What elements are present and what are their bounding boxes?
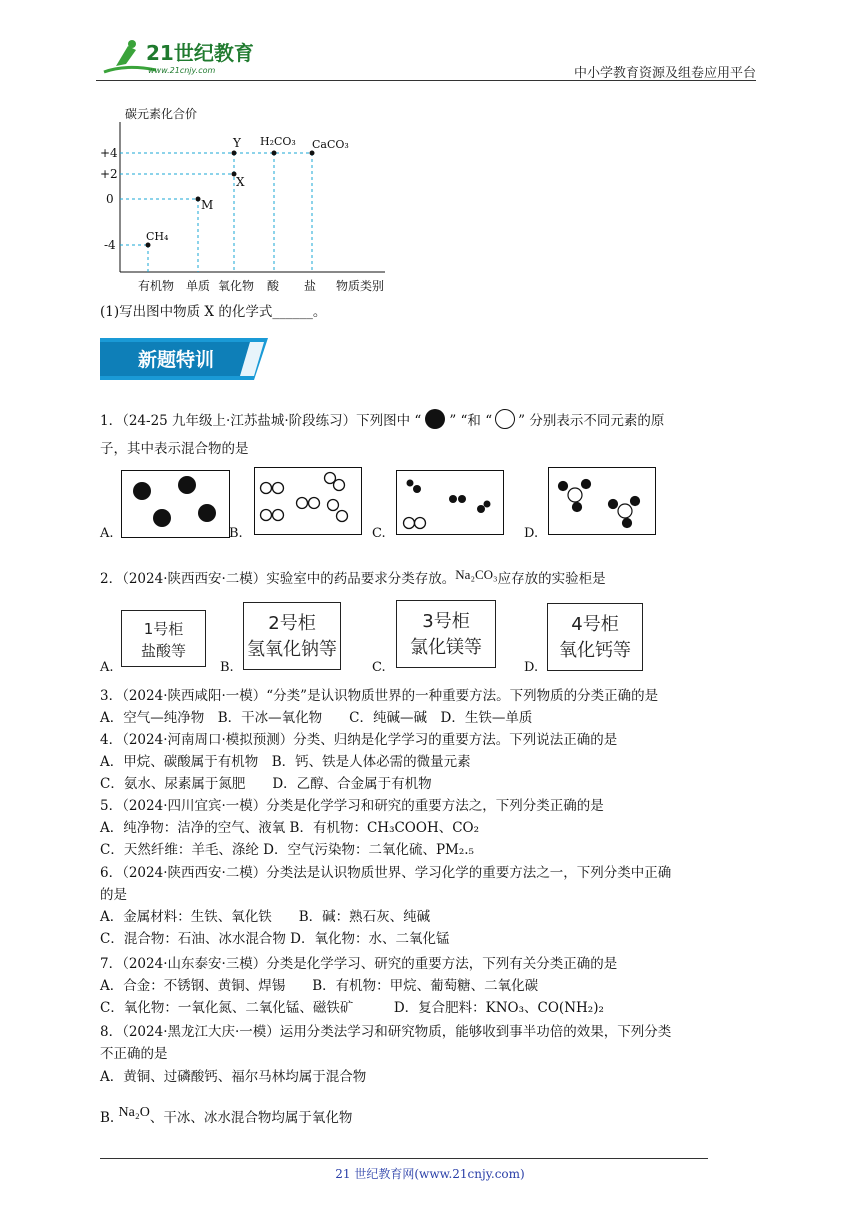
section-banner	[100, 338, 268, 380]
q8b-formula: Na₂O	[118, 1105, 150, 1120]
xcat-acid: 酸	[267, 279, 280, 293]
q7-stem: 7．（2024·山东泰安·三模）分类是化学学习、研究的重要方法，下列有关分类正确的是	[100, 956, 618, 972]
q2-formula: Na₂CO₃	[455, 567, 498, 582]
q1-option-b-box	[254, 467, 362, 535]
header-divider	[96, 80, 756, 81]
label-ch4: CH₄	[146, 230, 169, 243]
q2-option-a-label: A.	[100, 660, 114, 675]
footer-divider	[100, 1158, 708, 1159]
q2-option-d-label: D.	[524, 660, 539, 675]
q4-stem: 4．（2024·河南周口·模拟预测）分类、归纳是化学学习的重要方法。下列说法正确的是	[100, 732, 618, 748]
q1-stem-line1: 1．（24-25 九年级上·江苏盐城·阶段练习）下列图中 “ ” “和 “ ” 分别表示不同元素的原	[100, 409, 664, 430]
q7-options-cd: C．氧化物：一氧化氮、二氧化锰、磁铁矿 D．复合肥料：KNO₃、CO(NH₂)₂	[100, 1000, 604, 1016]
cabinet-1: 1号柜 盐酸等	[121, 610, 206, 667]
footer-text: 21 世纪教育网(www.21cnjy.com)	[335, 1167, 525, 1181]
q3-stem: 3．（2024·陕西咸阳·一模）“分类”是认识物质世界的一种重要方法。下列物质的分类正确的是	[100, 688, 659, 704]
ytick-plus2: +2	[100, 167, 118, 181]
q4-options-cd: C．氨水、尿素属于氮肥 D．乙醇、合金属于有机物	[100, 776, 432, 792]
q8-option-a: A．黄铜、过磷酸钙、福尔马林均属于混合物	[100, 1069, 367, 1085]
banner-text: 新题特训	[138, 349, 215, 371]
point-m	[196, 197, 201, 202]
q4-options-ab: A．甲烷、碳酸属于有机物 B．钙、铁是人体必需的微量元素	[100, 754, 471, 770]
q1-option-c-label: C.	[372, 526, 386, 541]
q1-option-d-box	[548, 467, 656, 535]
q6-stem-line1: 6．（2024·陕西西安·二模）分类法是认识物质世界、学习化学的重要方法之一，下列分类中正确	[100, 865, 672, 881]
point-y	[232, 151, 237, 156]
q6-options-cd: C．混合物：石油、冰水混合物 D．氧化物：水、二氧化锰	[100, 931, 450, 947]
q3-options: A．空气—纯净物 B．干冰—氧化物 C．纯碱—碱 D．生铁—单质	[100, 710, 533, 726]
point-h2co3	[272, 151, 277, 156]
xcat-oxide: 氧化物	[218, 279, 255, 293]
q5-options-ab: A．纯净物：洁净的空气、液氧 B．有机物：CH₃COOH、CO₂	[100, 820, 480, 836]
q5-stem: 5．（2024·四川宜宾·一模）分类是化学学习和研究的重要方法之，下列分类正确的是	[100, 798, 604, 814]
q2-stem: 2．（2024·陕西西安·二模）实验室中的药品要求分类存放。Na₂CO₃应存放的实验柜是	[100, 567, 606, 587]
hollow-atom-icon	[495, 409, 515, 429]
q8-option-b: B. Na₂O、干冰、冰水混合物均属于氧化物	[100, 1105, 353, 1126]
label-h2co3: H₂CO₃	[260, 135, 296, 148]
q2-option-b-label: B.	[220, 660, 234, 675]
q1-option-a-label: A.	[100, 526, 114, 541]
ytick-minus4: -4	[104, 238, 116, 252]
q5-options-cd: C．天然纤维：羊毛、涤纶 D．空气污染物：二氧化硫、PM₂.₅	[100, 842, 474, 858]
label-y: Y	[233, 136, 241, 150]
cabinet-2: 2号柜 氢氧化钠等	[243, 602, 341, 670]
q1-option-d-label: D.	[524, 526, 539, 541]
logo-url: www.21cnjy.com	[148, 66, 216, 75]
label-m: M	[201, 198, 214, 212]
q7-options-ab: A．合金：不锈钢、黄铜、焊锡 B．有机物：甲烷、葡萄糖、二氧化碳	[100, 978, 539, 994]
site-logo	[96, 36, 256, 78]
q1-stem-line2: 子，其中表示混合物的是	[100, 441, 249, 457]
chart-ylabel: 碳元素化合价	[125, 107, 198, 121]
q1-option-b-label: B.	[229, 526, 243, 541]
q1-option-a-box	[121, 470, 230, 538]
xcat-organic: 有机物	[138, 279, 175, 293]
q2-option-c-label: C.	[372, 660, 386, 675]
xcat-salt: 盐	[304, 279, 317, 293]
q-intro-1: (1)写出图中物质 X 的化学式______。	[100, 304, 327, 320]
logo-text: 21世纪教育	[146, 41, 254, 65]
label-x: X	[236, 175, 245, 189]
xcat-element: 单质	[186, 279, 211, 293]
q8-stem-line2: 不正确的是	[100, 1046, 168, 1062]
filled-atom-icon	[425, 409, 445, 429]
q6-options-ab: A．金属材料：生铁、氧化铁 B．碱：熟石灰、纯碱	[100, 909, 431, 925]
q8-stem-line1: 8．（2024·黑龙江大庆·一模）运用分类法学习和研究物质，能够收到事半功倍的效果，下列分类	[100, 1024, 672, 1040]
q1-option-c-box	[396, 470, 504, 535]
cabinet-4: 4号柜 氧化钙等	[547, 603, 643, 671]
label-caco3: CaCO₃	[312, 138, 349, 151]
header-platform-text: 中小学教育资源及组卷应用平台	[573, 66, 756, 81]
point-caco3	[310, 151, 315, 156]
ytick-0: 0	[106, 192, 114, 206]
carbon-valence-chart	[100, 100, 400, 300]
chart-xlabel: 物质类别	[336, 279, 385, 293]
point-ch4	[146, 243, 151, 248]
q6-stem-line2: 的是	[100, 887, 127, 903]
ytick-plus4: +4	[100, 146, 118, 160]
cabinet-3: 3号柜 氯化镁等	[396, 600, 496, 668]
